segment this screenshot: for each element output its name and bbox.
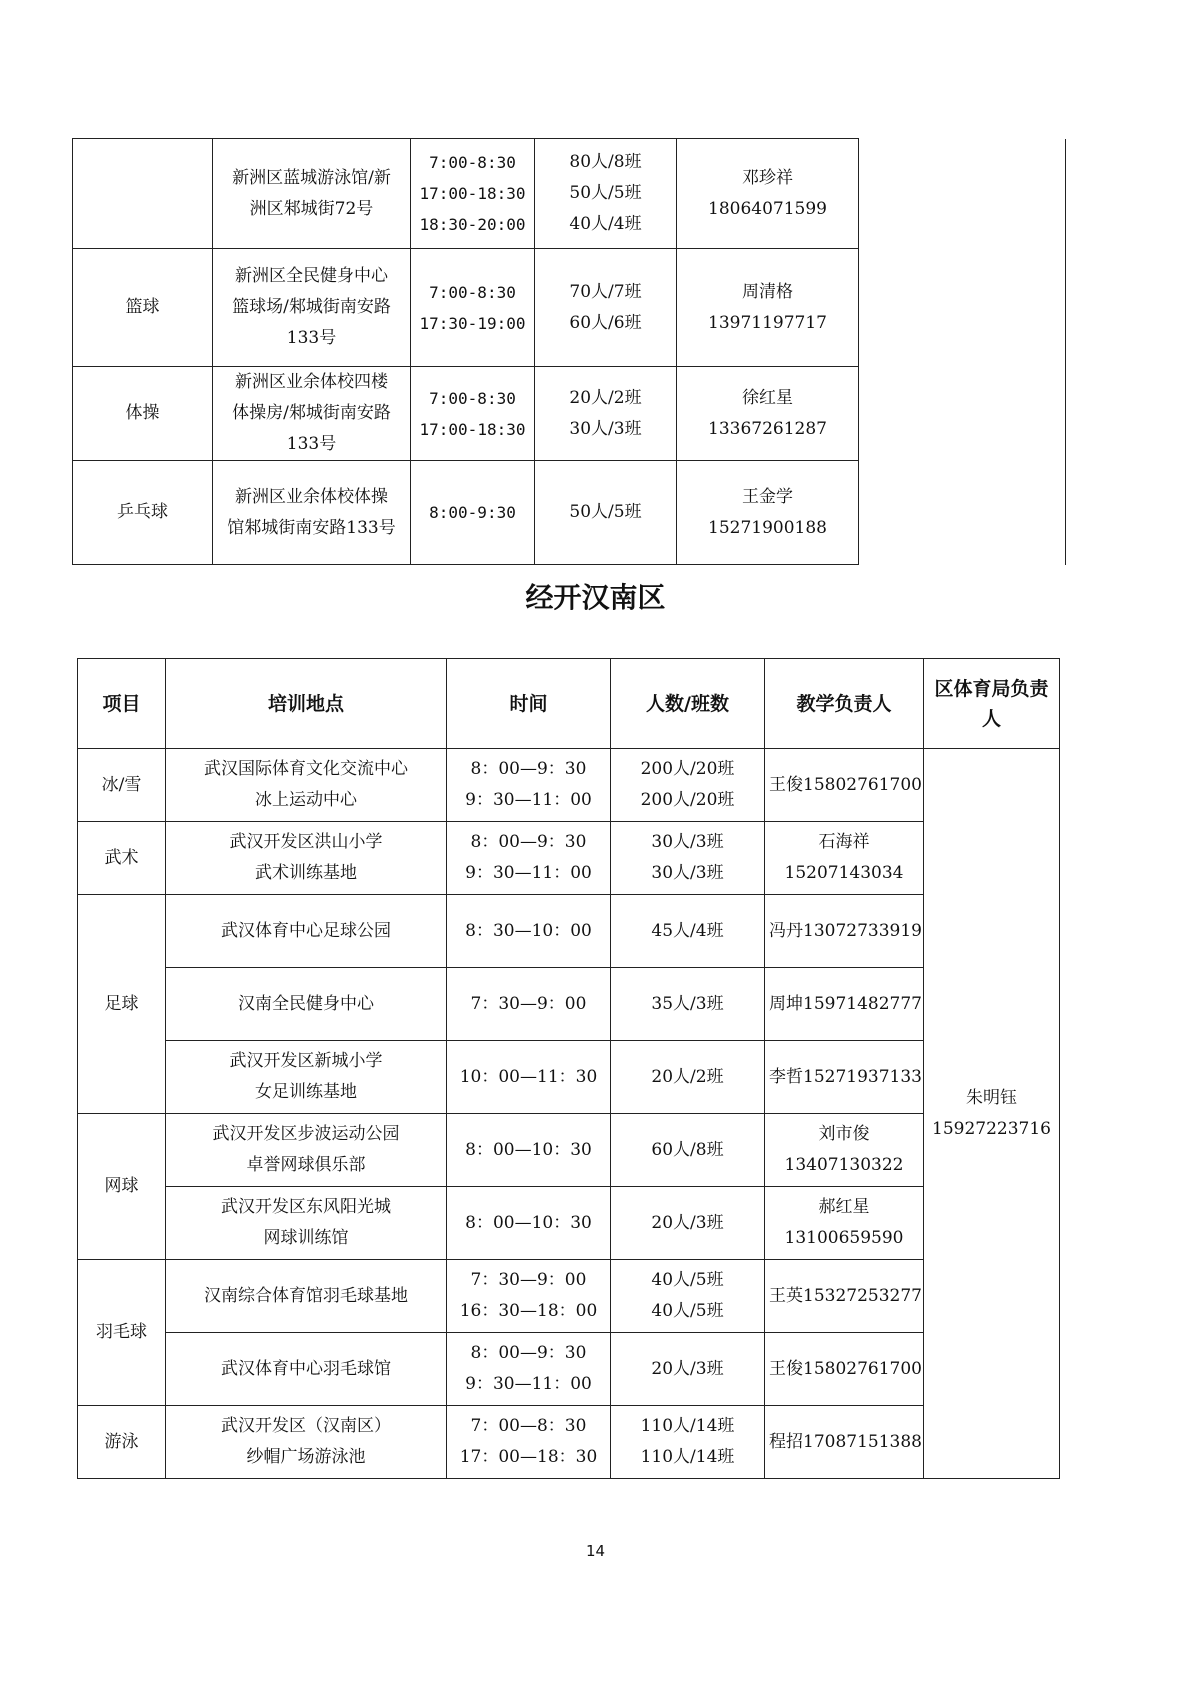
time-cell-line: 8：00—9：30 [470, 1343, 587, 1363]
time-cell [447, 968, 611, 1041]
contact-cell-line: 周清格 [742, 281, 793, 302]
time-cell-line: 7:00-8:30 [429, 282, 516, 302]
location-cell [166, 1260, 447, 1333]
people-cell-line: 70人/7班 [569, 281, 642, 302]
location-cell-line: 篮球场/邾城街南安路 [232, 297, 391, 317]
people-cell-line: 20人/2班 [651, 1066, 724, 1087]
people-cell-line: 35人/3班 [651, 993, 724, 1014]
location-cell-line: 网球训练馆 [263, 1228, 349, 1248]
location-cell [166, 1333, 447, 1406]
location-cell-line: 武汉开发区东风阳光城 [221, 1197, 391, 1217]
table-row [78, 968, 1060, 1041]
people-cell-line: 30人/3班 [651, 832, 724, 852]
time-cell-line: 17:00-18:30 [419, 419, 526, 439]
table-row [78, 1041, 1060, 1114]
location-cell [166, 1041, 447, 1114]
location-cell [166, 1114, 447, 1187]
time-cell [447, 895, 611, 968]
sport-cell [73, 139, 213, 249]
people-cell-line: 20人/3班 [651, 1212, 724, 1233]
location-cell-line: 洲区邾城街72号 [249, 198, 374, 219]
teacher-cell-line: 郝红星 [818, 1197, 870, 1217]
sport-cell: 足球 [78, 895, 166, 1114]
teacher-cell [765, 1406, 924, 1479]
location-cell-line: 纱帽广场游泳池 [246, 1447, 366, 1467]
location-cell-line: 汉南全民健身中心 [238, 993, 374, 1014]
location-cell-line: 卓誉网球俱乐部 [246, 1155, 366, 1175]
location-cell-line: 新洲区业余体校体操 [235, 486, 388, 507]
table-row [78, 1114, 1060, 1187]
location-cell [166, 1406, 447, 1479]
location-cell-line: 冰上运动中心 [255, 790, 357, 810]
time-cell-line: 9：30—11：00 [465, 863, 592, 883]
time-cell [447, 1041, 611, 1114]
teacher-cell-line: 15207143034 [784, 863, 904, 883]
time-cell-line: 17:00-18:30 [419, 184, 526, 203]
people-cell-line: 110人/14班 [640, 1447, 735, 1467]
teacher-cell-line: 13407130322 [784, 1155, 904, 1175]
location-cell [166, 895, 447, 968]
contact-cell [677, 461, 859, 565]
time-cell [411, 367, 535, 461]
people-cell-line: 30人/3班 [569, 418, 642, 439]
location-cell-line: 武汉开发区步波运动公园 [212, 1124, 400, 1144]
time-cell-line: 16：30—18：00 [459, 1301, 598, 1321]
sport-cell: 武术 [78, 822, 166, 895]
teacher-cell [765, 1114, 924, 1187]
people-cell-line: 200人/20班 [640, 759, 735, 779]
time-cell-line: 8：00—9：30 [470, 832, 587, 852]
teacher-cell-line: 李哲15271937133 [769, 1066, 922, 1087]
teacher-cell-line: 王俊15802761700 [769, 774, 922, 795]
sport-cell: 体操 [73, 367, 213, 461]
time-cell-line: 8：00—9：30 [470, 759, 587, 779]
teacher-cell-line: 刘市俊 [818, 1124, 870, 1144]
contact-cell-line: 18064071599 [708, 198, 827, 219]
time-cell [411, 139, 535, 249]
teacher-cell-line: 王英15327253277 [769, 1285, 922, 1306]
time-cell-line: 9：30—11：00 [465, 790, 592, 810]
table-row [78, 1187, 1060, 1260]
contact-cell [677, 249, 859, 367]
header-location: 培训地点 [166, 659, 447, 749]
contact-cell-line: 13971197717 [708, 312, 827, 333]
people-cell-line: 80人/8班 [569, 152, 642, 172]
people-cell [535, 461, 677, 565]
time-cell [447, 1114, 611, 1187]
section-title: 经开汉南区 [525, 581, 666, 614]
time-cell-line: 8：00—10：30 [465, 1139, 592, 1160]
people-cell-line: 45人/4班 [651, 920, 724, 941]
teacher-cell [765, 1260, 924, 1333]
people-cell [535, 139, 677, 249]
location-cell [166, 1187, 447, 1260]
time-cell-line: 7:00-8:30 [429, 153, 516, 172]
location-cell [166, 822, 447, 895]
location-cell [166, 749, 447, 822]
bureau-contact-cell-line: 朱明钰 [966, 1087, 1017, 1108]
time-cell-line: 18:30-20:00 [419, 215, 526, 234]
people-cell [611, 895, 765, 968]
time-cell [447, 1406, 611, 1479]
bureau-contact-cell [924, 749, 1060, 1479]
time-cell [447, 1260, 611, 1333]
location-cell-line: 133号 [286, 328, 337, 348]
time-cell [411, 249, 535, 367]
table-row [73, 139, 1066, 249]
teacher-cell [765, 749, 924, 822]
people-cell [611, 749, 765, 822]
teacher-cell-line: 周坤15971482777 [769, 993, 922, 1014]
teacher-cell-line: 王俊15802761700 [769, 1358, 922, 1379]
sport-cell: 网球 [78, 1114, 166, 1260]
sport-cell: 篮球 [73, 249, 213, 367]
location-cell [166, 968, 447, 1041]
people-cell-line: 20人/2班 [569, 387, 642, 408]
location-cell-line: 133号 [286, 434, 337, 454]
location-cell-line: 体操房/邾城街南安路 [232, 403, 391, 423]
header-people: 人数/班数 [611, 659, 765, 749]
location-cell-line: 新洲区蓝城游泳馆/新 [232, 167, 391, 188]
time-cell-line: 8:00-9:30 [429, 503, 516, 522]
location-cell-line: 武汉国际体育文化交流中心 [204, 759, 408, 779]
teacher-cell-line: 冯丹13072733919 [769, 920, 922, 941]
people-cell-line: 50人/5班 [569, 183, 642, 203]
teacher-cell [765, 968, 924, 1041]
location-cell-line: 武汉开发区新城小学 [229, 1051, 383, 1071]
time-cell-line: 17：00—18：30 [459, 1447, 598, 1467]
people-cell [611, 1114, 765, 1187]
sport-cell: 冰/雪 [78, 749, 166, 822]
contact-cell-line: 15271900188 [708, 517, 827, 538]
time-cell-line: 8：30—10：00 [465, 920, 592, 941]
people-cell [611, 822, 765, 895]
time-cell [447, 1333, 611, 1406]
time-cell [447, 1187, 611, 1260]
time-cell [411, 461, 535, 565]
people-cell-line: 30人/3班 [651, 863, 724, 883]
people-cell-line: 40人/4班 [569, 214, 642, 234]
people-cell [535, 367, 677, 461]
people-cell [611, 1333, 765, 1406]
contact-cell-line: 王金学 [742, 486, 793, 507]
table-row [78, 895, 1060, 968]
time-cell-line: 8：00—10：30 [465, 1212, 592, 1233]
teacher-cell [765, 1333, 924, 1406]
location-cell-line: 新洲区业余体校四楼 [235, 372, 388, 392]
location-cell-line: 新洲区全民健身中心 [235, 266, 388, 286]
people-cell-line: 110人/14班 [640, 1416, 735, 1436]
people-cell [611, 1406, 765, 1479]
time-cell-line: 7：30—9：00 [470, 993, 587, 1014]
teacher-cell-line: 程招17087151388 [769, 1431, 922, 1452]
time-cell [447, 822, 611, 895]
time-cell-line: 10：00—11：30 [459, 1066, 598, 1087]
teacher-cell [765, 822, 924, 895]
people-cell-line: 60人/8班 [651, 1139, 724, 1160]
location-cell-line: 馆邾城街南安路133号 [227, 517, 396, 538]
location-cell [213, 249, 411, 367]
table-row [78, 1333, 1060, 1406]
teacher-cell [765, 1187, 924, 1260]
people-cell-line: 50人/5班 [569, 502, 642, 522]
people-cell [611, 1260, 765, 1333]
people-cell [611, 1187, 765, 1260]
sport-cell: 乒乓球 [73, 461, 213, 565]
time-cell-line: 7：00—8：30 [470, 1416, 587, 1436]
table-row [78, 1260, 1060, 1333]
people-cell-line: 60人/6班 [569, 312, 642, 333]
people-cell-line: 40人/5班 [651, 1270, 724, 1290]
time-cell-line: 17:30-19:00 [419, 313, 526, 333]
location-cell [213, 461, 411, 565]
table-jingkai-hannan [77, 658, 1060, 1479]
table-row [78, 1406, 1060, 1479]
people-cell-line: 20人/3班 [651, 1358, 724, 1379]
location-cell-line: 武汉体育中心足球公园 [221, 920, 391, 941]
sport-cell: 羽毛球 [78, 1260, 166, 1406]
contact-cell-line: 13367261287 [708, 418, 827, 439]
people-cell-line: 200人/20班 [640, 790, 735, 810]
time-cell-line: 7：30—9：00 [470, 1270, 587, 1290]
people-cell-line: 40人/5班 [651, 1301, 724, 1321]
sport-cell: 游泳 [78, 1406, 166, 1479]
time-cell [447, 749, 611, 822]
table-row [78, 822, 1060, 895]
table-row [78, 749, 1060, 822]
table-header-row [78, 659, 1060, 749]
blank-column [859, 139, 1066, 565]
people-cell [535, 249, 677, 367]
contact-cell-line: 邓珍祥 [742, 167, 793, 188]
location-cell-line: 武术训练基地 [255, 863, 357, 883]
time-cell-line: 9：30—11：00 [465, 1374, 592, 1394]
contact-cell-line: 徐红星 [742, 387, 793, 408]
location-cell-line: 女足训练基地 [255, 1082, 357, 1102]
people-cell [611, 1041, 765, 1114]
contact-cell [677, 367, 859, 461]
people-cell [611, 968, 765, 1041]
header-time: 时间 [447, 659, 611, 749]
header-bureau: 区体育局负责人 [924, 659, 1060, 749]
header-teacher: 教学负责人 [765, 659, 924, 749]
location-cell [213, 139, 411, 249]
page-number: 14 [585, 1542, 606, 1560]
teacher-cell-line: 石海祥 [818, 832, 870, 852]
location-cell-line: 武汉开发区（汉南区） [221, 1416, 391, 1436]
time-cell-line: 7:00-8:30 [429, 388, 516, 408]
teacher-cell-line: 13100659590 [784, 1228, 904, 1248]
location-cell-line: 武汉体育中心羽毛球馆 [221, 1358, 391, 1379]
teacher-cell [765, 895, 924, 968]
bureau-contact-cell-line: 15927223716 [932, 1118, 1051, 1139]
location-cell-line: 汉南综合体育馆羽毛球基地 [204, 1285, 408, 1306]
table-xinzhou-continued [72, 138, 1066, 565]
header-sport: 项目 [78, 659, 166, 749]
location-cell [213, 367, 411, 461]
teacher-cell [765, 1041, 924, 1114]
contact-cell [677, 139, 859, 249]
location-cell-line: 武汉开发区洪山小学 [229, 832, 383, 852]
